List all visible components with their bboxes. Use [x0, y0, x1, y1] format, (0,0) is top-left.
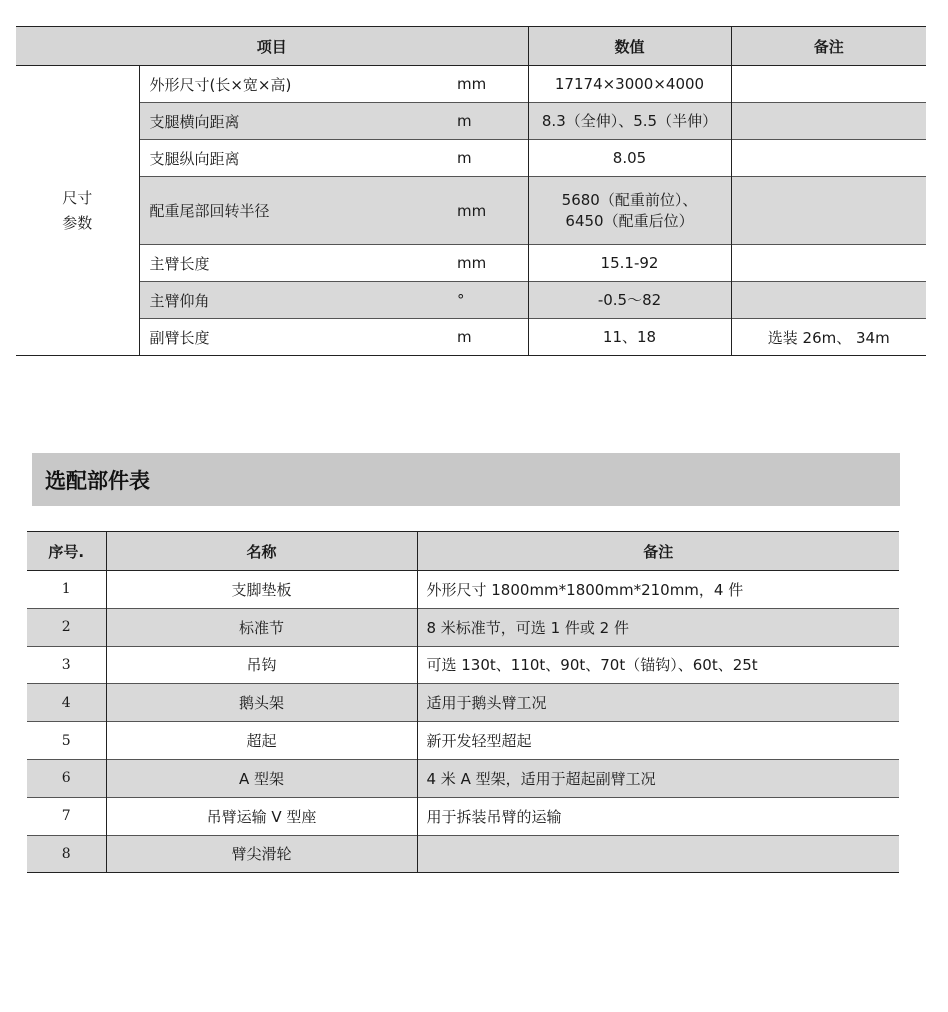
parts-row	[27, 722, 899, 760]
spec-note	[731, 282, 926, 319]
parts-name: 吊臂运输 V 型座	[106, 797, 417, 835]
parts-note: 外形尺寸 1800mm*1800mm*210mm，4 件	[417, 571, 899, 609]
parts-no: 1	[61, 581, 71, 598]
parts-note: 8 米标准节，可选 1 件或 2 件	[417, 608, 899, 646]
spec-unit: mm	[457, 177, 528, 245]
parts-note: 可选 130t、110t、90t、70t（锚钩）、60t、25t	[417, 646, 899, 684]
parts-header-row	[27, 532, 899, 571]
spec-unit: mm	[457, 245, 528, 282]
spec-value: 11、18	[528, 319, 731, 356]
parts-name: 吊钩	[106, 646, 417, 684]
spec-value: 8.05	[528, 140, 731, 177]
parts-name: 臂尖滑轮	[106, 835, 417, 873]
spec-value: 17174×3000×4000	[528, 66, 731, 103]
spec-row	[16, 177, 926, 245]
parts-row	[27, 646, 899, 684]
spec-header-value: 数值	[528, 27, 731, 66]
parts-note: 适用于鹅头臂工况	[417, 684, 899, 722]
spec-name: 外形尺寸(长×宽×高)	[139, 66, 457, 103]
spec-value-line2: 6450（配重后位）	[565, 211, 694, 230]
spec-unit: °	[457, 282, 528, 319]
parts-name: 支脚垫板	[106, 571, 417, 609]
spec-row	[16, 66, 926, 103]
parts-note	[417, 835, 899, 873]
parts-header-name: 名称	[106, 532, 417, 571]
spec-unit: mm	[457, 75, 487, 93]
spec-value: 15.1-92	[528, 245, 731, 282]
parts-name: 标准节	[106, 608, 417, 646]
parts-row	[27, 835, 899, 873]
spec-header-item: 项目	[16, 27, 528, 66]
spec-name: 主臂仰角	[139, 282, 457, 319]
parts-table	[27, 531, 899, 873]
spec-note	[731, 245, 926, 282]
parts-header-note: 备注	[417, 532, 899, 571]
spec-unit: m	[457, 140, 528, 177]
spec-unit: m	[457, 103, 528, 140]
spec-value	[528, 177, 731, 245]
parts-name: A 型架	[106, 759, 417, 797]
spec-table	[16, 26, 926, 356]
spec-row	[16, 103, 926, 140]
parts-row	[27, 759, 899, 797]
parts-row	[27, 608, 899, 646]
parts-no: 7	[27, 797, 106, 835]
spec-row	[16, 319, 926, 356]
parts-no: 8	[27, 835, 106, 873]
parts-row	[27, 797, 899, 835]
parts-no: 4	[27, 684, 106, 722]
spec-name: 副臂长度	[139, 319, 457, 356]
section-header	[32, 453, 900, 506]
parts-note: 4 米 A 型架，适用于超起副臂工况	[417, 759, 899, 797]
parts-note: 用于拆装吊臂的运输	[417, 797, 899, 835]
parts-no: 3	[27, 646, 106, 684]
spec-group-label-line2: 参数	[62, 213, 93, 232]
parts-name: 鹅头架	[106, 684, 417, 722]
spec-row	[16, 282, 926, 319]
spec-value: 8.3（全伸）、5.5（半伸）	[528, 103, 731, 140]
spec-name: 配重尾部回转半径	[139, 177, 457, 245]
parts-row	[27, 571, 899, 609]
spec-name: 支腿横向距离	[139, 103, 457, 140]
parts-no: 2	[27, 608, 106, 646]
spec-value: -0.5～82	[528, 282, 731, 319]
spec-note: 选装 26m、 34m	[731, 319, 926, 356]
spec-row	[16, 140, 926, 177]
spec-unit: m	[457, 319, 528, 356]
spec-note	[731, 177, 926, 245]
section-title: 选配部件表	[45, 468, 150, 493]
spec-row	[16, 245, 926, 282]
parts-note: 新开发轻型超起	[417, 722, 899, 760]
spec-note	[731, 103, 926, 140]
spec-value-line1: 5680（配重前位）、	[561, 190, 698, 209]
spec-name: 支腿纵向距离	[139, 140, 457, 177]
spec-note	[731, 140, 926, 177]
spec-header-row	[16, 27, 926, 66]
parts-header-no: 序号.	[27, 532, 106, 571]
spec-name: 主臂长度	[139, 245, 457, 282]
parts-name: 超起	[106, 722, 417, 760]
spec-group-label	[16, 66, 139, 356]
spec-note	[731, 66, 926, 103]
spec-header-note: 备注	[731, 27, 926, 66]
parts-no: 5	[27, 722, 106, 760]
spec-group-label-line1: 尺寸	[62, 188, 93, 207]
parts-no: 6	[27, 759, 106, 797]
parts-row	[27, 684, 899, 722]
